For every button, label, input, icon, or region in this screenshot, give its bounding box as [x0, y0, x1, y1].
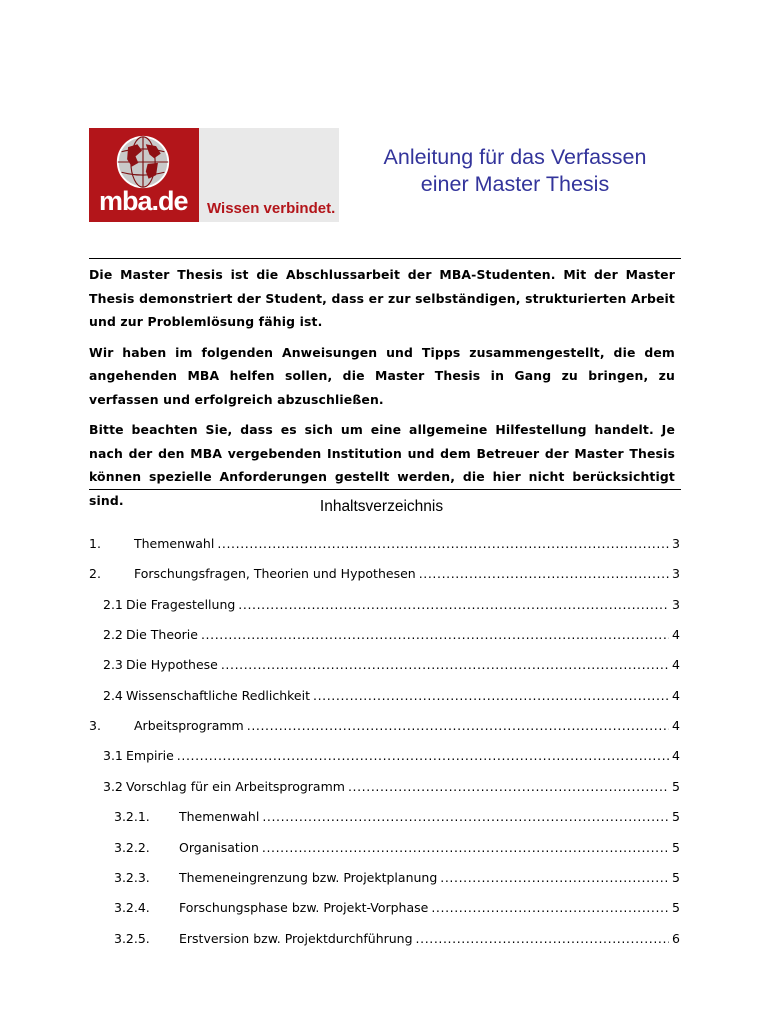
toc-entry-number: 2.3 [103, 657, 123, 673]
toc-entry-label: Die Theorie [126, 627, 198, 643]
toc-entry-label: Forschungsfragen, Theorien und Hypothesen [134, 566, 416, 582]
toc-dot-leader [217, 536, 669, 552]
toc-entry[interactable] [114, 809, 680, 825]
top-divider [89, 258, 681, 259]
toc-dot-leader [348, 779, 669, 795]
intro-paragraph: Bitte beachten Sie, dass es sich um eine allgemeine Hilfestellung handelt. Je nach der den MBA vergebenden Institution und dem Betreuer der Master Thesis können spezielle Anforderungen gestellt werden, die hier nicht berücksichtigt sind. [89, 422, 675, 508]
toc-heading: Inhaltsverzeichnis [319, 498, 444, 515]
toc-dot-leader [221, 657, 669, 673]
toc-entry-number: 3.2.5. [114, 930, 150, 946]
toc-entry[interactable] [114, 900, 680, 916]
toc-entry-label: Themenwahl [134, 536, 215, 551]
toc-dot-leader [416, 931, 670, 947]
toc-entry-page: 4 [672, 718, 680, 734]
toc-entry-page: 3 [672, 536, 680, 551]
toc-dot-leader [262, 840, 669, 856]
toc-entry-number: 3.2.4. [114, 900, 150, 916]
toc-entry-page: 5 [672, 900, 680, 916]
toc-entry[interactable] [103, 627, 680, 643]
logo-brand-text: mba.de [99, 186, 188, 216]
toc-entry-label: Vorschlag für ein Arbeitsprogramm [126, 778, 345, 794]
toc-entry-label: Wissenschaftliche Redlichkeit [126, 687, 310, 703]
toc-entry-number: 3.2 [103, 778, 123, 794]
toc-entry[interactable] [103, 779, 680, 795]
globe-icon [115, 134, 171, 190]
toc-entry-page: 5 [672, 778, 680, 794]
toc-dot-leader [262, 809, 669, 825]
toc-entry[interactable] [89, 536, 680, 552]
toc-entry-number: 2. [89, 566, 101, 582]
toc-entry-label: Empirie [126, 748, 174, 764]
toc-entry-page: 4 [672, 657, 680, 673]
toc-entry-number: 2.4 [103, 687, 123, 703]
toc-entry[interactable] [89, 566, 680, 582]
toc-dot-leader [238, 597, 669, 613]
toc-entry-page: 5 [672, 869, 680, 885]
title-line-1: Anleitung für das Verfassen [383, 145, 647, 169]
toc-entry[interactable] [114, 931, 680, 947]
toc-dot-leader [431, 900, 669, 916]
toc-entry[interactable] [114, 840, 680, 856]
intro-divider [89, 489, 681, 490]
toc-entry-page: 5 [672, 809, 680, 825]
toc-entry-page: 4 [672, 748, 680, 764]
toc-dot-leader [177, 748, 669, 764]
toc-entry-number: 2.1 [103, 596, 123, 612]
toc-entry-label: Forschungsphase bzw. Projekt-Vorphase [179, 900, 429, 916]
toc-entry-page: 4 [672, 687, 680, 703]
toc-entry-page: 6 [672, 930, 680, 946]
toc-entry-number: 1. [89, 536, 101, 551]
intro-text [89, 263, 675, 519]
toc-entry[interactable] [89, 718, 680, 734]
toc-entry[interactable] [103, 597, 680, 613]
toc-entry[interactable] [103, 688, 680, 704]
toc-entry-number: 3. [89, 718, 101, 734]
toc-entry-number: 2.2 [103, 627, 123, 643]
document-title [341, 144, 689, 198]
toc-entry[interactable] [103, 657, 680, 673]
toc-dot-leader [247, 718, 669, 734]
toc-entry-label: Die Hypothese [126, 657, 218, 673]
logo-red-block [89, 128, 199, 222]
intro-paragraph: Die Master Thesis ist die Abschlussarbeit der MBA-Studenten. Mit der Master Thesis demonstriert der Student, dass er zur selbständigen, strukturierten Arbeit und zur Problemlösung fähig ist. [89, 267, 675, 329]
toc-entry-page: 4 [672, 627, 680, 643]
toc-entry-label: Themeneingrenzung bzw. Projektplanung [179, 869, 438, 885]
toc-dot-leader [419, 566, 669, 582]
toc-entry-page: 3 [672, 596, 680, 612]
toc-dot-leader [313, 688, 669, 704]
intro-paragraph: Wir haben im folgenden Anweisungen und Tipps zusammengestellt, die dem angehenden MBA helfen sollen, die Master Thesis in Gang zu bringen, zu verfassen und erfolgreich abzuschließen. [89, 344, 675, 407]
mba-de-logo [89, 128, 339, 222]
logo-tagline: Wissen verbindet. [207, 200, 336, 217]
toc-dot-leader [201, 627, 669, 643]
toc-entry-label: Erstversion bzw. Projektdurchführung [179, 930, 413, 946]
toc-entry-number: 3.2.1. [114, 809, 150, 825]
toc-entry[interactable] [114, 870, 680, 886]
toc-entry-label: Arbeitsprogramm [134, 718, 244, 734]
toc-entry-page: 3 [672, 566, 680, 582]
toc-entry-number: 3.2.2. [114, 839, 150, 855]
toc-entry-label: Themenwahl [179, 809, 260, 825]
toc-dot-leader [440, 870, 669, 886]
title-line-2: einer Master Thesis [420, 172, 610, 196]
toc-entry-label: Die Fragestellung [126, 596, 236, 612]
toc-entry-number: 3.1 [103, 748, 123, 764]
toc-entry[interactable] [103, 748, 680, 764]
toc-entry-number: 3.2.3. [114, 869, 150, 885]
toc-entry-page: 5 [672, 839, 680, 855]
document-header [89, 128, 680, 222]
toc-entry-label: Organisation [179, 839, 259, 855]
